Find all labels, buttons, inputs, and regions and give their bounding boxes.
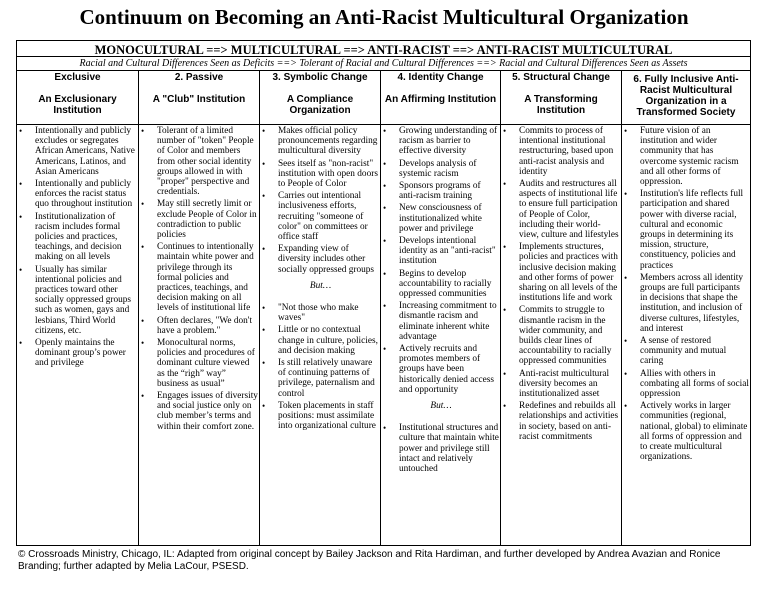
bullet-icon: • [503,242,507,253]
column-header [260,72,380,124]
bullet-icon: • [503,179,507,190]
list-item-text: "Not those who make waves" [278,303,359,324]
column-header [17,72,138,124]
bullet-icon: • [262,400,266,411]
list-item-text: Tolerant of a limited number of "token" People of Color and members from other social identity groups allowed in with "proper" perspective and credentials. [157,126,254,198]
list-item-text: Begins to develop accountability to racially oppressed communities [399,268,492,300]
list-item [262,191,379,242]
list-item [503,401,620,442]
column-header [501,72,621,124]
stage-label: 5. Structural Change [512,72,610,83]
list-item [624,189,749,271]
list-item-text: Actively recruits and promotes members of groups have been historically denied access and opportunity [399,344,494,395]
bullet-icon: • [262,126,266,136]
stage-label: 3. Symbolic Change [272,72,368,83]
bullet-icon: • [624,368,628,379]
list-item-text: Develops analysis of systemic racism [399,158,477,179]
bullet-icon: • [624,189,628,200]
bullet-icon: • [262,158,266,169]
list-item [383,181,499,201]
footer-credit: © Crossroads Ministry, Chicago, IL: Adapted from original concept by Bailey Jackson and Rita Hardiman, and further developed by Andrea Avazian and Ronice Branding; further adapted by Melia LaCour, PSESD. [18,549,721,572]
bullet-icon: • [503,126,507,136]
but-label: But… [430,401,452,412]
column-cell [383,126,499,476]
list-item [503,179,620,240]
bullet-icon: • [383,301,387,312]
list-item-text: Intentionally and publicly excludes or segregates African Americans, Native Americans, Latinos, and Asian Americans [35,126,135,177]
bullet-icon: • [141,338,145,349]
bullet-icon: • [141,242,145,253]
list-item [141,338,258,389]
list-item-text: Actively works in larger communities (regional, national, global) to eliminate all forms of oppression and to create multicultural organizations. [640,401,748,463]
list-item [262,126,379,157]
list-item-text: Implements structures, policies and practices with inclusive decision making and other forms of power sharing on all levels of the institutions life and work [519,242,618,304]
list-item [624,273,749,334]
list-item-text: Monocultural norms, policies and procedures of dominant culture viewed as the “righ” way” business as usual” [157,338,255,389]
list-item-text: Allies with others in combating all forms of social oppression [640,368,749,400]
column-header [381,72,500,124]
list-item-text: Increasing commitment to dismantle racism and eliminate inherent white advantage [399,301,497,342]
list-item [19,212,136,263]
list-item-text: Anti-racist multicultural diversity becomes an institutionalized asset [519,368,610,400]
list-item [262,303,379,323]
stage-label: Exclusive [54,72,101,83]
list-item [383,126,499,157]
bullet-icon: • [262,191,266,202]
bullet-icon: • [383,423,387,434]
column-cell [624,126,749,465]
list-item [383,301,499,342]
bullet-icon: • [19,211,23,222]
bullet-list [383,126,499,395]
list-item [383,203,499,234]
list-item-text: Carries out intentional inclusiveness efforts, recruiting "someone of color" on committees or office staff [278,191,368,243]
list-item-text: A sense of restored community and mutual caring [640,336,727,367]
list-item [383,344,499,395]
bullet-icon: • [262,303,266,314]
list-item-text: Growing understanding of racism as barrier to effective diversity [399,126,498,157]
list-item [19,179,136,210]
bullet-icon: • [262,325,266,336]
list-item-text: Develops intentional identity as an "anti-racist" institution [399,236,496,267]
list-item-text: Is still relatively unaware of continuing patterns of privilege, paternalism and control [278,358,375,399]
list-item [262,159,379,190]
bullet-icon: • [141,315,145,326]
column-divider [621,70,622,546]
bullet-icon: • [141,199,145,210]
institution-type: An Affirming Institution [384,94,497,105]
list-item [503,305,620,366]
list-item [262,325,379,356]
list-item [141,391,258,432]
but-label: But… [309,280,332,291]
list-item [141,242,258,313]
list-item [624,126,749,187]
bullet-list [141,126,258,432]
column-cell [19,126,136,371]
list-item-text: Institutional structures and culture that maintain white power and privilege still intact and relatively untouched [399,423,499,475]
bullet-icon: • [19,264,23,275]
list-item [624,369,749,400]
list-item [624,336,749,367]
list-item-text: Institutionalization of racism includes formal policies and practices, teachings, and decision making on all levels [35,211,122,263]
list-item [503,242,620,303]
list-item [19,265,136,336]
list-item [383,236,499,267]
list-item [19,126,136,177]
list-item [383,159,499,179]
column-header [622,74,750,126]
column-header [139,72,259,124]
stage-label: 4. Identity Change [397,72,484,83]
institution-type: A "Club" Institution [152,94,246,105]
bullet-list [383,423,499,474]
list-item [19,338,136,369]
bullet-icon: • [503,401,507,412]
bullet-icon: • [19,179,23,190]
list-item-text: Members across all identity groups are full participants in decisions that shape the institution, and inclusion of diverse cultures, lifestyles, and interest [640,272,744,334]
list-item-text: Redefines and rebuilds all relationships and activities in society, based on anti-racist commitments [519,401,619,442]
list-item-text: Token placements in staff positions: must assimilate into organizational culture [278,400,376,432]
page-title: Continuum on Becoming an Anti-Racist Multicultural Organization [79,5,689,29]
list-item-text: Engages issues of diversity and social justice only on club member’s terms and within their comfort zone. [157,391,258,432]
bullet-icon: • [383,344,387,355]
list-item-text: Often declares, "We don't have a problem." [157,315,253,336]
column-divider [500,70,501,546]
list-item-text: May still secretly limit or exclude People of Color in contradiction to public policies [157,199,257,241]
list-item [262,358,379,399]
stage-label: 2. Passive [174,72,224,83]
institution-type: A Transforming Institution [524,94,598,116]
bullet-icon: • [503,368,507,379]
column-divider [259,70,260,546]
divider [16,70,751,71]
list-item [141,126,258,197]
divider [16,56,751,57]
list-item [262,244,379,275]
bullet-icon: • [19,338,23,349]
bullet-icon: • [624,401,628,412]
list-item-text: Institution's life reflects full participation and shared power with diverse racial, cultural and economic groups in determining its mission, structure, constituency, policies and practices [640,189,744,271]
list-item [262,401,379,432]
continuum-description: Racial and Cultural Differences Seen as Deficits ==> Tolerant of Racial and Cultural Differences ==> Racial and Cultural Differences Seen as Assets [79,58,688,69]
stage-label: 6. Fully Inclusive Anti-Racist Multicultural Organization in a Transformed Society [633,74,739,118]
list-item-text: Commits to process of intentional institutional restructuring, based upon anti-racist analysis and identity [519,126,614,177]
bullet-list [503,126,620,442]
list-item-text: Sees itself as "non-racist" institution with open doors to People of Color [278,158,378,190]
column-cell [141,126,258,434]
bullet-icon: • [624,336,628,347]
list-item-text: Continues to intentionally maintain white power and privilege through its formal policies and practices, teachings, and decision making on all levels of institutional life [157,242,254,314]
list-item-text: Commits to struggle to dismantle racism in the wider community, and builds clear lines of accountability to racially oppressed communities [519,305,612,367]
column-cell [262,126,379,433]
list-item-text: Openly maintains the dominant group’s power and privilege [35,338,126,369]
bullet-icon: • [141,391,145,402]
list-item-text: New consciousness of institutionalized white power and privilege [399,203,482,234]
list-item [383,423,499,474]
bullet-icon: • [624,126,628,136]
bullet-icon: • [624,272,628,283]
list-item-text: Sponsors programs of anti-racism training [399,181,481,202]
list-item [141,316,258,336]
list-item [141,199,258,240]
bullet-icon: • [383,236,387,247]
list-item-text: Future vision of an institution and wider community that has overcome systemic racism and all other forms of oppression. [640,126,739,188]
column-divider [138,70,139,546]
bullet-icon: • [503,305,507,316]
list-item-text: Usually has similar intentional policies and practices toward other socially oppressed groups such as women, gays and lesbians, Third World citizens, etc. [35,264,132,336]
continuum-subtitle: MONOCULTURAL ==> MULTICULTURAL ==> ANTI-RACIST ==> ANTI-RACIST MULTICULTURAL [94,43,673,57]
institution-type: An Exclusionary Institution [38,94,117,116]
bullet-icon: • [383,203,387,214]
institution-type: A Compliance Organization [286,94,354,116]
bullet-list [624,126,749,463]
list-item-text: Intentionally and publicly enforces the racist status quo throughout institution [35,179,133,210]
list-item-text: Little or no contextual change in culture, policies, and decision making [278,325,378,356]
column-cell [503,126,620,444]
bullet-icon: • [19,126,23,136]
bullet-icon: • [141,126,145,136]
bullet-icon: • [383,181,387,192]
list-item-text: Makes official policy pronouncements regarding multicultural diversity [278,126,378,157]
list-item [503,126,620,177]
bullet-icon: • [262,358,266,369]
list-item-text: Audits and restructures all aspects of institutional life to ensure full participation of People of Color, including their world-view, culture and lifestyles [519,179,619,241]
column-divider [380,70,381,546]
bullet-list [262,303,379,431]
list-item [383,269,499,300]
bullet-icon: • [262,244,266,255]
list-item [503,369,620,400]
bullet-list [19,126,136,369]
list-item-text: Expanding view of diversity includes other socially oppressed groups [278,244,375,275]
bullet-icon: • [383,126,387,136]
bullet-icon: • [383,158,387,169]
list-item [624,401,749,462]
bullet-list [262,126,379,275]
bullet-icon: • [383,268,387,279]
